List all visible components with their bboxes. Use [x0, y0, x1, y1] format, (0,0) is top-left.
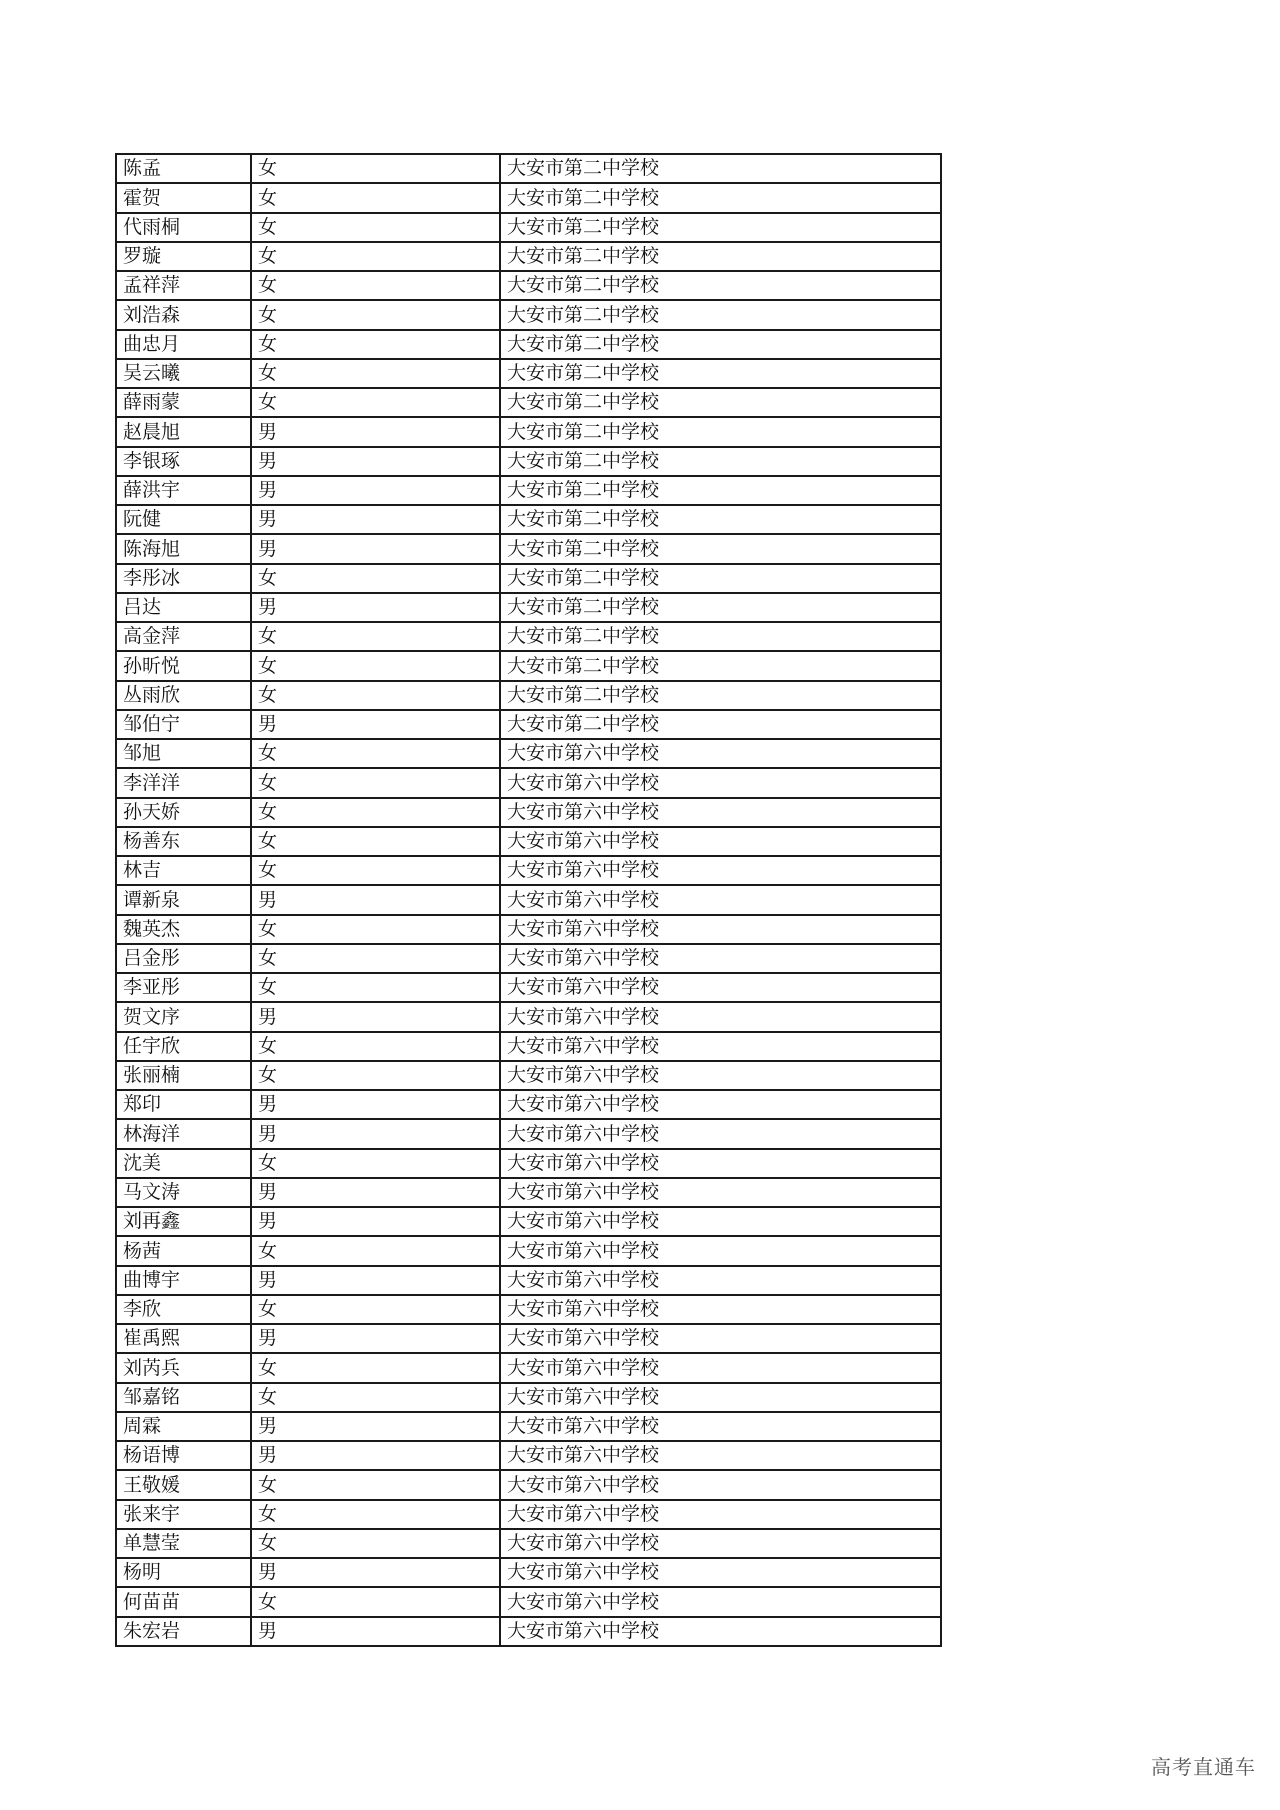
table-row	[116, 1441, 941, 1470]
student-gender-cell: 男	[251, 1617, 500, 1646]
table-row	[116, 856, 941, 885]
table-row	[116, 505, 941, 534]
student-gender-cell: 女	[251, 330, 500, 359]
student-name-cell: 邹嘉铭	[116, 1383, 251, 1412]
student-gender-cell: 女	[251, 944, 500, 973]
student-name-cell: 李银琢	[116, 447, 251, 476]
student-name-cell: 罗璇	[116, 242, 251, 271]
student-name-cell: 单慧莹	[116, 1529, 251, 1558]
student-name-cell: 任宇欣	[116, 1032, 251, 1061]
table-row	[116, 417, 941, 446]
student-school-cell: 大安市第二中学校	[500, 622, 941, 651]
student-gender-cell: 女	[251, 1353, 500, 1382]
student-name-cell: 谭新泉	[116, 885, 251, 914]
student-school-cell: 大安市第二中学校	[500, 534, 941, 563]
student-gender-cell: 男	[251, 1412, 500, 1441]
table-row	[116, 885, 941, 914]
student-name-cell: 薛洪宇	[116, 476, 251, 505]
student-gender-cell: 男	[251, 1441, 500, 1470]
student-gender-cell: 女	[251, 768, 500, 797]
student-name-cell: 李洋洋	[116, 768, 251, 797]
student-school-cell: 大安市第六中学校	[500, 944, 941, 973]
table-row	[116, 213, 941, 242]
table-row	[116, 681, 941, 710]
student-school-cell: 大安市第二中学校	[500, 359, 941, 388]
student-gender-cell: 女	[251, 1470, 500, 1499]
student-gender-cell: 女	[251, 739, 500, 768]
table-row	[116, 1353, 941, 1382]
student-school-cell: 大安市第六中学校	[500, 856, 941, 885]
student-gender-cell: 男	[251, 1119, 500, 1148]
student-school-cell: 大安市第六中学校	[500, 1149, 941, 1178]
table-row	[116, 710, 941, 739]
table-row	[116, 1529, 941, 1558]
table-row	[116, 622, 941, 651]
student-name-cell: 刘芮兵	[116, 1353, 251, 1382]
student-school-cell: 大安市第六中学校	[500, 1383, 941, 1412]
student-school-cell: 大安市第六中学校	[500, 1441, 941, 1470]
student-name-cell: 孙昕悦	[116, 651, 251, 680]
table-row	[116, 768, 941, 797]
footer-brand-watermark: 高考直通车	[1151, 1755, 1256, 1779]
student-gender-cell: 女	[251, 564, 500, 593]
student-gender-cell: 女	[251, 1295, 500, 1324]
table-row	[116, 1558, 941, 1587]
student-school-cell: 大安市第六中学校	[500, 1558, 941, 1587]
student-name-cell: 何苗苗	[116, 1587, 251, 1616]
student-gender-cell: 男	[251, 710, 500, 739]
table-row	[116, 915, 941, 944]
table-row	[116, 1587, 941, 1616]
table-row	[116, 1061, 941, 1090]
table-row	[116, 1149, 941, 1178]
student-name-cell: 林吉	[116, 856, 251, 885]
student-name-cell: 高金萍	[116, 622, 251, 651]
table-row	[116, 300, 941, 329]
student-gender-cell: 女	[251, 1500, 500, 1529]
student-name-cell: 孟祥萍	[116, 271, 251, 300]
student-school-cell: 大安市第六中学校	[500, 885, 941, 914]
table-row	[116, 476, 941, 505]
roster-body	[116, 154, 941, 1646]
student-school-cell: 大安市第六中学校	[500, 1178, 941, 1207]
student-gender-cell: 女	[251, 271, 500, 300]
table-row	[116, 944, 941, 973]
student-name-cell: 李欣	[116, 1295, 251, 1324]
student-gender-cell: 男	[251, 505, 500, 534]
table-row	[116, 973, 941, 1002]
student-school-cell: 大安市第六中学校	[500, 1617, 941, 1646]
student-name-cell: 邹伯宁	[116, 710, 251, 739]
student-roster-table	[115, 153, 942, 1647]
student-school-cell: 大安市第六中学校	[500, 1032, 941, 1061]
student-name-cell: 刘再鑫	[116, 1207, 251, 1236]
student-school-cell: 大安市第二中学校	[500, 564, 941, 593]
student-name-cell: 李亚彤	[116, 973, 251, 1002]
student-name-cell: 吕金彤	[116, 944, 251, 973]
table-row	[116, 593, 941, 622]
student-name-cell: 魏英杰	[116, 915, 251, 944]
student-school-cell: 大安市第二中学校	[500, 593, 941, 622]
student-name-cell: 曲博宇	[116, 1266, 251, 1295]
student-name-cell: 陈海旭	[116, 534, 251, 563]
student-gender-cell: 男	[251, 593, 500, 622]
table-row	[116, 1617, 941, 1646]
student-school-cell: 大安市第六中学校	[500, 1061, 941, 1090]
table-row	[116, 242, 941, 271]
student-school-cell: 大安市第六中学校	[500, 915, 941, 944]
student-name-cell: 丛雨欣	[116, 681, 251, 710]
table-row	[116, 1324, 941, 1353]
student-gender-cell: 女	[251, 856, 500, 885]
student-school-cell: 大安市第六中学校	[500, 739, 941, 768]
table-row	[116, 1412, 941, 1441]
student-name-cell: 吴云曦	[116, 359, 251, 388]
table-row	[116, 1500, 941, 1529]
student-name-cell: 陈孟	[116, 154, 251, 183]
student-gender-cell: 女	[251, 1587, 500, 1616]
table-row	[116, 1383, 941, 1412]
student-school-cell: 大安市第六中学校	[500, 1119, 941, 1148]
student-gender-cell: 男	[251, 885, 500, 914]
table-row	[116, 1470, 941, 1499]
student-gender-cell: 女	[251, 1032, 500, 1061]
student-gender-cell: 男	[251, 447, 500, 476]
student-gender-cell: 女	[251, 242, 500, 271]
student-school-cell: 大安市第六中学校	[500, 1266, 941, 1295]
student-school-cell: 大安市第二中学校	[500, 417, 941, 446]
table-row	[116, 739, 941, 768]
student-name-cell: 曲忠月	[116, 330, 251, 359]
table-row	[116, 359, 941, 388]
student-school-cell: 大安市第二中学校	[500, 447, 941, 476]
student-school-cell: 大安市第二中学校	[500, 710, 941, 739]
table-row	[116, 330, 941, 359]
student-school-cell: 大安市第二中学校	[500, 651, 941, 680]
table-row	[116, 154, 941, 183]
student-name-cell: 代雨桐	[116, 213, 251, 242]
table-row	[116, 1032, 941, 1061]
table-row	[116, 1090, 941, 1119]
student-name-cell: 阮健	[116, 505, 251, 534]
student-school-cell: 大安市第二中学校	[500, 388, 941, 417]
student-gender-cell: 男	[251, 1178, 500, 1207]
student-school-cell: 大安市第六中学校	[500, 1470, 941, 1499]
student-name-cell: 郑印	[116, 1090, 251, 1119]
student-name-cell: 崔禹熙	[116, 1324, 251, 1353]
student-school-cell: 大安市第六中学校	[500, 827, 941, 856]
student-name-cell: 霍贺	[116, 183, 251, 212]
student-gender-cell: 女	[251, 154, 500, 183]
student-gender-cell: 男	[251, 534, 500, 563]
student-name-cell: 朱宏岩	[116, 1617, 251, 1646]
student-gender-cell: 男	[251, 1324, 500, 1353]
table-row	[116, 651, 941, 680]
student-name-cell: 赵晨旭	[116, 417, 251, 446]
student-name-cell: 邹旭	[116, 739, 251, 768]
student-gender-cell: 男	[251, 1002, 500, 1031]
student-name-cell: 王敬媛	[116, 1470, 251, 1499]
student-school-cell: 大安市第二中学校	[500, 154, 941, 183]
student-gender-cell: 女	[251, 213, 500, 242]
student-gender-cell: 女	[251, 1236, 500, 1265]
table-row	[116, 1266, 941, 1295]
student-gender-cell: 男	[251, 1558, 500, 1587]
student-gender-cell: 女	[251, 622, 500, 651]
student-name-cell: 杨语博	[116, 1441, 251, 1470]
student-school-cell: 大安市第六中学校	[500, 1207, 941, 1236]
student-school-cell: 大安市第二中学校	[500, 681, 941, 710]
student-name-cell: 张丽楠	[116, 1061, 251, 1090]
student-gender-cell: 男	[251, 476, 500, 505]
table-row	[116, 534, 941, 563]
student-gender-cell: 男	[251, 1090, 500, 1119]
student-school-cell: 大安市第二中学校	[500, 330, 941, 359]
student-gender-cell: 女	[251, 1529, 500, 1558]
student-name-cell: 杨善东	[116, 827, 251, 856]
student-school-cell: 大安市第六中学校	[500, 1529, 941, 1558]
student-gender-cell: 女	[251, 798, 500, 827]
table-row	[116, 827, 941, 856]
table-row	[116, 271, 941, 300]
student-school-cell: 大安市第六中学校	[500, 1587, 941, 1616]
student-gender-cell: 女	[251, 183, 500, 212]
table-row	[116, 1207, 941, 1236]
table-row	[116, 183, 941, 212]
student-name-cell: 李彤冰	[116, 564, 251, 593]
student-name-cell: 林海洋	[116, 1119, 251, 1148]
student-name-cell: 周霖	[116, 1412, 251, 1441]
table-row	[116, 1295, 941, 1324]
student-school-cell: 大安市第六中学校	[500, 1412, 941, 1441]
student-gender-cell: 女	[251, 973, 500, 1002]
student-school-cell: 大安市第六中学校	[500, 1236, 941, 1265]
student-school-cell: 大安市第二中学校	[500, 505, 941, 534]
student-school-cell: 大安市第六中学校	[500, 1295, 941, 1324]
student-school-cell: 大安市第二中学校	[500, 183, 941, 212]
student-gender-cell: 男	[251, 417, 500, 446]
student-name-cell: 吕达	[116, 593, 251, 622]
student-name-cell: 张来宇	[116, 1500, 251, 1529]
table-row	[116, 798, 941, 827]
student-gender-cell: 女	[251, 1149, 500, 1178]
student-school-cell: 大安市第六中学校	[500, 1002, 941, 1031]
student-gender-cell: 女	[251, 359, 500, 388]
table-row	[116, 564, 941, 593]
student-gender-cell: 女	[251, 300, 500, 329]
student-name-cell: 孙天娇	[116, 798, 251, 827]
student-school-cell: 大安市第二中学校	[500, 300, 941, 329]
student-name-cell: 杨明	[116, 1558, 251, 1587]
student-gender-cell: 女	[251, 388, 500, 417]
student-school-cell: 大安市第六中学校	[500, 1324, 941, 1353]
table-row	[116, 1002, 941, 1031]
student-school-cell: 大安市第六中学校	[500, 1353, 941, 1382]
student-name-cell: 马文涛	[116, 1178, 251, 1207]
student-name-cell: 刘浩森	[116, 300, 251, 329]
table-row	[116, 447, 941, 476]
student-school-cell: 大安市第六中学校	[500, 973, 941, 1002]
table-row	[116, 1236, 941, 1265]
student-name-cell: 沈美	[116, 1149, 251, 1178]
student-gender-cell: 女	[251, 681, 500, 710]
student-gender-cell: 女	[251, 651, 500, 680]
table-row	[116, 1119, 941, 1148]
student-name-cell: 贺文序	[116, 1002, 251, 1031]
table-row	[116, 388, 941, 417]
student-school-cell: 大安市第六中学校	[500, 768, 941, 797]
student-school-cell: 大安市第六中学校	[500, 1090, 941, 1119]
student-gender-cell: 女	[251, 827, 500, 856]
table-row	[116, 1178, 941, 1207]
student-school-cell: 大安市第二中学校	[500, 271, 941, 300]
student-name-cell: 薛雨蒙	[116, 388, 251, 417]
student-gender-cell: 女	[251, 1061, 500, 1090]
student-school-cell: 大安市第二中学校	[500, 476, 941, 505]
student-school-cell: 大安市第六中学校	[500, 798, 941, 827]
student-gender-cell: 女	[251, 1383, 500, 1412]
student-name-cell: 杨茜	[116, 1236, 251, 1265]
student-school-cell: 大安市第二中学校	[500, 242, 941, 271]
student-gender-cell: 男	[251, 1266, 500, 1295]
student-gender-cell: 女	[251, 915, 500, 944]
student-gender-cell: 男	[251, 1207, 500, 1236]
student-school-cell: 大安市第二中学校	[500, 213, 941, 242]
student-school-cell: 大安市第六中学校	[500, 1500, 941, 1529]
